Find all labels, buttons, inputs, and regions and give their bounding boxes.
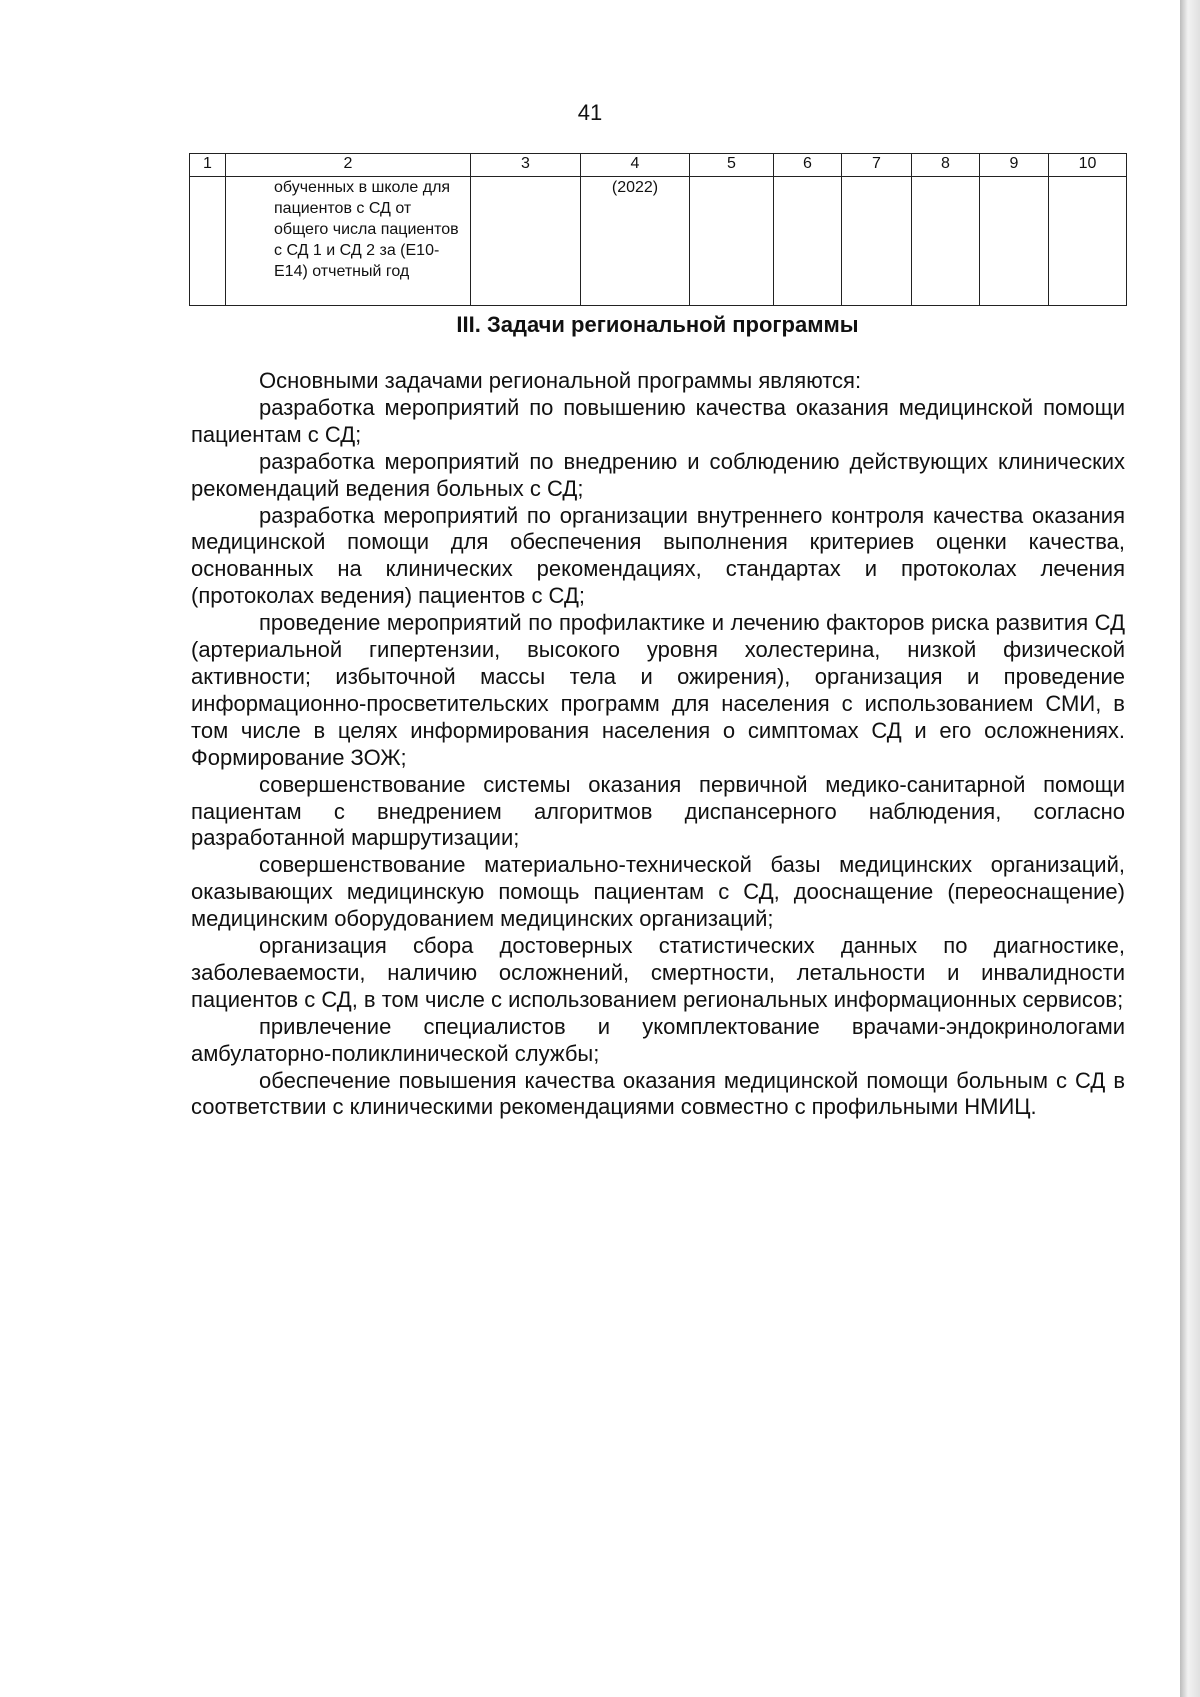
table-cell	[471, 177, 581, 306]
paragraph: разработка мероприятий по внедрению и соблюдению действующих клинических рекомендаций ведения больных с СД;	[191, 448, 1125, 501]
indicator-table	[189, 153, 1127, 306]
column-header-8: 8	[912, 154, 980, 177]
scan-edge	[1180, 0, 1200, 1697]
column-header-9: 9	[980, 154, 1049, 177]
paragraph: совершенствование материально-технической базы медицинских организаций, оказывающих медицинскую помощь пациентам с СД, дооснащение (переоснащение) медицинским оборудованием медицинских организаций;	[191, 852, 1125, 932]
table-header-row	[190, 154, 1127, 177]
paragraph: Основными задачами региональной программы являются:	[259, 368, 862, 393]
column-header-4: 4	[581, 154, 690, 177]
paragraph: разработка мероприятий по повышению качества оказания медицинской помощи пациентам с СД;	[191, 394, 1125, 447]
column-header-6: 6	[774, 154, 842, 177]
table-cell	[842, 177, 912, 306]
paragraph: проведение мероприятий по профилактике и лечению факторов риска развития СД (артериальной гипертензии, высокого уровня холестерина, низкой физической активности; избыточной массы тела и ожирения), организация и проведение информационно-просветительских программ для населения с использованием СМИ, в том числе в целях информирования населения о симптомах СД и его осложнениях. Формирование ЗОЖ;	[191, 610, 1125, 770]
table-cell	[980, 177, 1049, 306]
column-header-5: 5	[690, 154, 774, 177]
table-cell	[190, 177, 226, 306]
table-cell	[690, 177, 774, 306]
column-header-10: 10	[1049, 154, 1127, 177]
paragraph: совершенствование системы оказания первичной медико-санитарной помощи пациентам с внедрением алгоритмов диспансерного наблюдения, согласно разработанной маршрутизации;	[191, 771, 1125, 851]
column-header-7: 7	[842, 154, 912, 177]
table-row	[190, 177, 1127, 306]
paragraph: обеспечение повышения качества оказания медицинской помощи больным с СД в соответствии с клиническими рекомендациями совместно с профильными НМИЦ.	[191, 1067, 1125, 1120]
paragraph: разработка мероприятий по организации внутреннего контроля качества оказания медицинской помощи для обеспечения выполнения критериев оценки качества, основанных на клинических рекомендациях, стандартах и протоколах лечения (протоколах ведения) пациентов с СД;	[191, 502, 1125, 609]
section-title: III. Задачи региональной программы	[456, 312, 859, 337]
table-cell	[774, 177, 842, 306]
table-cell	[1049, 177, 1127, 306]
tasks-text	[191, 368, 1125, 1121]
paragraph: привлечение специалистов и укомплектование врачами-эндокринологами амбулаторно-поликлинической службы;	[191, 1013, 1125, 1066]
table-cell	[912, 177, 980, 306]
column-header-1: 1	[190, 154, 226, 177]
column-header-3: 3	[471, 154, 581, 177]
column-header-2: 2	[226, 154, 471, 177]
indicator-description-cell: обученных в школе для пациентов с СД от общего числа пациентов с СД 1 и СД 2 за (Е10-Е14) отчетный год	[226, 177, 471, 306]
page-number: 41	[577, 100, 603, 125]
paragraph: организация сбора достоверных статистических данных по диагностике, заболеваемости, наличию осложнений, смертности, летальности и инвалидности пациентов с СД, в том числе с использованием региональных информационных сервисов;	[191, 933, 1125, 1012]
year-cell: (2022)	[581, 177, 690, 306]
